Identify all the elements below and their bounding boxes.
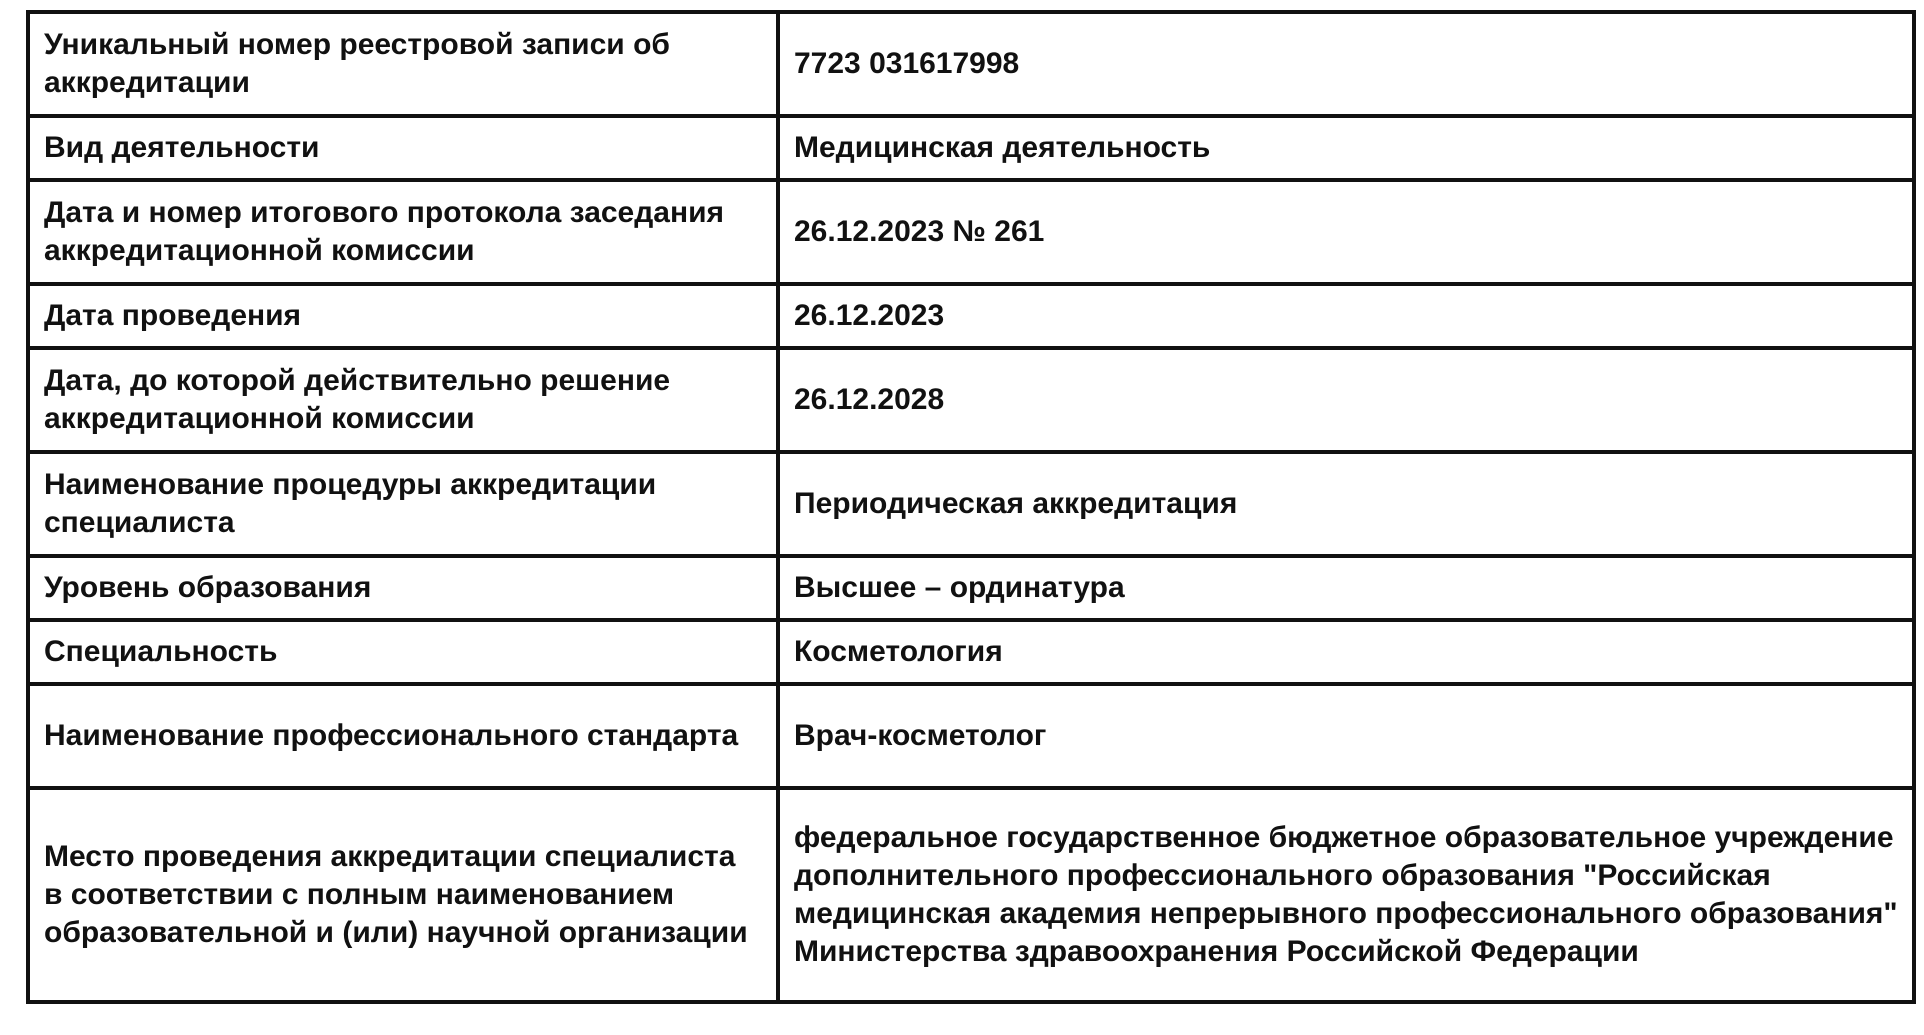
row-label: Специальность [28,620,778,684]
row-value: Высшее – ординатура [778,556,1914,620]
accreditation-document [26,10,1912,1004]
table-row-protocol [28,180,1914,284]
accreditation-table [26,10,1916,1004]
table-row-activity-type [28,116,1914,180]
table-row-specialty [28,620,1914,684]
row-label: Уникальный номер реестровой записи об аккредитации [28,12,778,116]
row-label: Наименование процедуры аккредитации специалиста [28,452,778,556]
row-label: Место проведения аккредитации специалиста в соответствии с полным наименованием образовательной и (или) научной организации [28,788,778,1002]
table-row-valid-until [28,348,1914,452]
row-label: Дата, до которой действительно решение аккредитационной комиссии [28,348,778,452]
table-row-education-level [28,556,1914,620]
table-row-procedure-name [28,452,1914,556]
row-value: 26.12.2023 [778,284,1914,348]
row-label: Наименование профессионального стандарта [28,684,778,788]
row-value: Медицинская деятельность [778,116,1914,180]
row-value: Периодическая аккредитация [778,452,1914,556]
row-label: Уровень образования [28,556,778,620]
table-row-venue [28,788,1914,1002]
row-value: Косметология [778,620,1914,684]
row-label: Дата и номер итогового протокола заседания аккредитационной комиссии [28,180,778,284]
row-value: Врач-косметолог [778,684,1914,788]
row-label: Вид деятельности [28,116,778,180]
table-row-date-held [28,284,1914,348]
row-value: 26.12.2023 № 261 [778,180,1914,284]
row-label: Дата проведения [28,284,778,348]
table-row-registry-number [28,12,1914,116]
table-row-professional-standard [28,684,1914,788]
row-value: 26.12.2028 [778,348,1914,452]
row-value: федеральное государственное бюджетное образовательное учреждение дополнительного профессионального образования "Российская медицинская академия непрерывного профессионального образования" Министерства здравоохранения Российской Федерации [778,788,1914,1002]
row-value: 7723 031617998 [778,12,1914,116]
